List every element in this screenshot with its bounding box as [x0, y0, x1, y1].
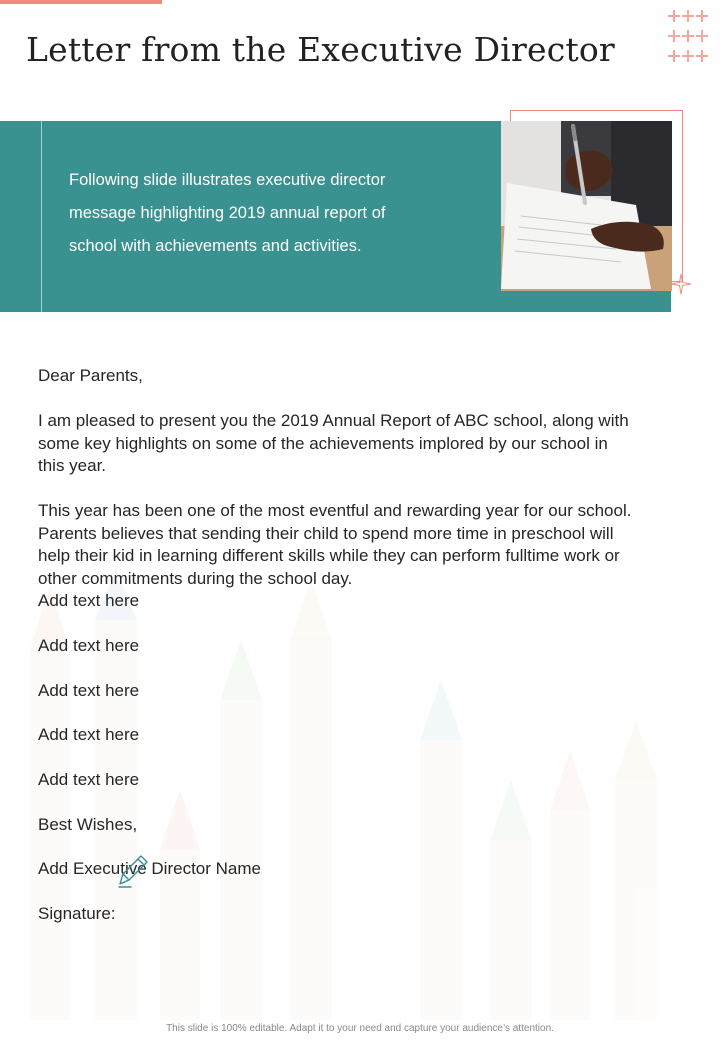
banner-divider [41, 121, 42, 312]
director-name: Add Executive Director Name [38, 859, 261, 878]
pen-icon [117, 853, 151, 889]
paragraph-2-line-2: Parents believes that sending their child to spend more time in preschool will [38, 523, 614, 543]
placeholder-text: Add text here [38, 635, 140, 655]
placeholder-text: Add text here [38, 725, 140, 744]
signing-document-photo [501, 121, 672, 291]
plus-grid-icon [668, 6, 708, 68]
signature-label: Signature: [38, 904, 116, 923]
placeholder-text: Add text here [38, 591, 140, 610]
paragraph-1-line-3: this year. [38, 456, 107, 475]
page-title: Letter from the Executive Director [26, 30, 615, 69]
footer-note: This slide is 100% editable. Adapt it to your need and capture your audience’s attention. [166, 1023, 554, 1034]
paragraph-1-line-2: some key highlights on some of the achievements implored by our school in [38, 433, 608, 453]
paragraph-1-line-1: I am pleased to present you the 2019 Annual Report of ABC school, along with [38, 411, 629, 430]
top-accent-bar [0, 0, 162, 4]
closing: Best Wishes, [38, 814, 138, 834]
intro-text: Following slide illustrates executive director message highlighting 2019 annual report of school with achievements and activities. [69, 171, 386, 255]
paragraph-2-line-4: other commitments during the school day. [38, 568, 353, 588]
placeholder-text: Add text here [38, 680, 140, 700]
placeholder-text: Add text here [38, 769, 140, 789]
sparkle-icon [671, 274, 691, 294]
paragraph-2-line-1: This year has been one of the most eventful and rewarding year for our school. [38, 501, 632, 520]
greeting: Dear Parents, [38, 366, 143, 385]
paragraph-2-line-3: help their kid in learning different skills while they can perform fulltime work or [38, 546, 620, 565]
